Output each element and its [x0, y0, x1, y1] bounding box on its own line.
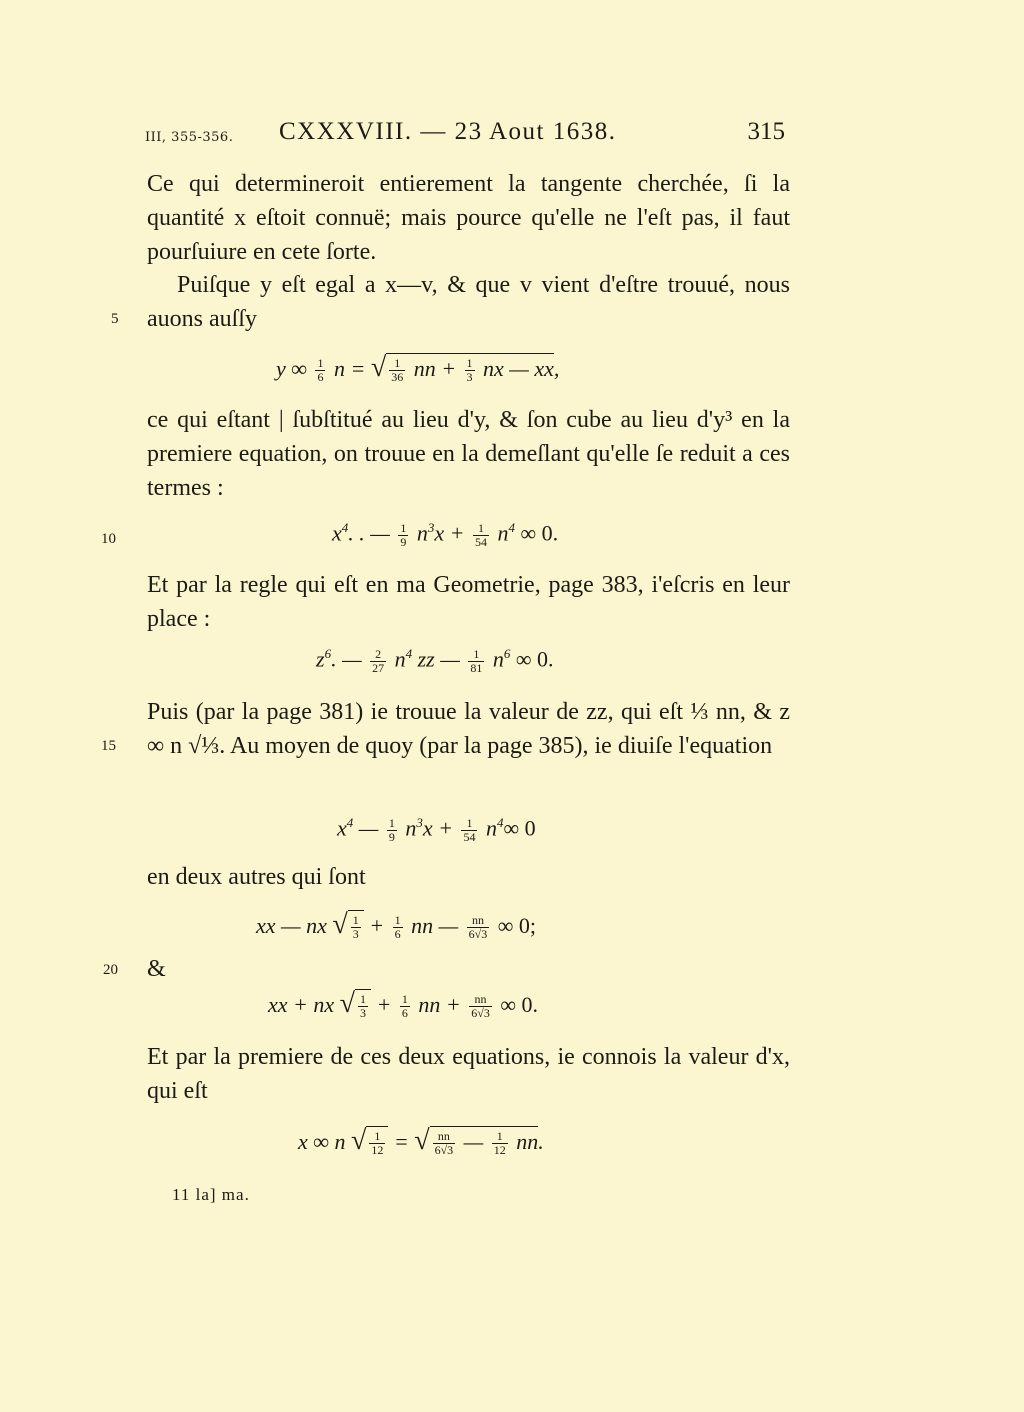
- paragraph-5: Puis (par la page 381) ie trouue la valeur de zz, qui eſt ⅓ nn, & z ∞ n √⅓. Au moyen de quoy (par la page 385), ie diuiſe l'equation: [147, 699, 790, 759]
- paragraph-7: &: [147, 956, 166, 982]
- paragraph-3: ce qui eſtant | ſubſtitué au lieu d'y, & ſon cube au lieu d'y³ en la premiere equation, on trouue en la demeſlant qu'elle ſe reduit a ces termes :: [147, 407, 790, 501]
- page-number: 315: [747, 118, 785, 145]
- paragraph-6: en deux autres qui ſont: [147, 864, 366, 890]
- line-number-10: 10: [101, 531, 116, 547]
- paragraph-4: Et par la regle qui eſt en ma Geometrie, page 383, i'eſcris en leur place :: [147, 572, 790, 632]
- equation-7: x ∞ n √ $\frac{1}{12}$ = √ $\frac{nn}{6√3}$ — $\frac{1}{12}$ nn.: [298, 1125, 544, 1158]
- footnote: 11 la] ma.: [172, 1185, 250, 1204]
- paragraph-1: Ce qui determineroit entierement la tangente cherchée, ſi la quantité x eſtoit connuë; mais pource qu'elle ne l'eſt pas, il faut pourſuiure en cete ſorte.: [147, 171, 790, 265]
- line-number-5: 5: [111, 311, 119, 327]
- equation-4: $x^4$ — $\frac{1}{9}$ $n^3x$ + $\frac{1}{54}$ $n^4\infty$ 0: [337, 815, 536, 844]
- letter-title: CXXXVIII. — 23 Aout 1638.: [279, 118, 617, 145]
- line-number-15: 15: [101, 738, 116, 754]
- paragraph-2: Puiſque y eſt egal a x—v, & que v vient d'eſtre trouué, nous auons auſſy: [147, 272, 790, 332]
- equation-2: $x^4$. . — $\frac{1}{9}$ $n^3x$ + $\frac{1}{54}$ $n^4$ ∞ 0.: [332, 520, 559, 549]
- equation-1: y ∞ $\frac{1}{6}$ n = √ $\frac{1}{36}$ nn + $\frac{1}{3}$ nx — xx,: [276, 352, 560, 385]
- equation-3: $z^6$. — $\frac{2}{27}$ $n^4$ zz — $\frac{1}{81}$ $n^6$ ∞ 0.: [316, 646, 554, 675]
- equation-6: xx + nx √ $\frac{1}{3}$ + $\frac{1}{6}$ nn + $\frac{nn}{6√3}$ ∞ 0.: [268, 988, 539, 1021]
- line-number-20: 20: [103, 962, 118, 978]
- running-header: [145, 118, 785, 158]
- volume-reference: III, 355-356.: [145, 130, 234, 145]
- equation-5: xx — nx √ $\frac{1}{3}$ + $\frac{1}{6}$ nn — $\frac{nn}{6√3}$ ∞ 0;: [256, 909, 537, 942]
- paragraph-8: Et par la premiere de ces deux equations, ie connois la valeur d'x, qui eſt: [147, 1044, 790, 1104]
